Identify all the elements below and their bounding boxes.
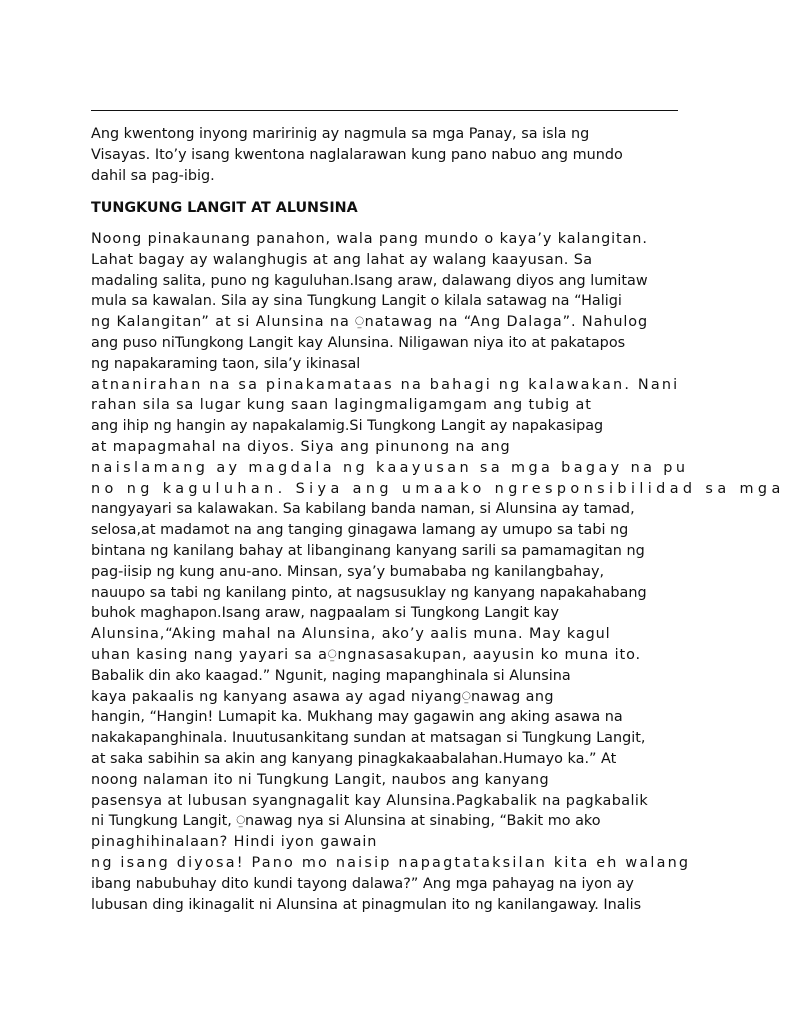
body-line: Babalik din ako kaagad.” Ngunit, naging mapanghinala si Alunsina [91, 667, 571, 684]
body-line: nangyayari sa kalawakan. Sa kabilang banda naman, si Alunsina ay tamad, [91, 501, 635, 518]
body-line: ang ihip ng hangin ay napakalamig.Si Tungkong Langit ay napakasipag [91, 418, 604, 435]
intro-line: Visayas. Ito’y isang kwentona naglalarawan kung pano nabuo ang mundo [91, 146, 623, 163]
intro-line: dahil sa pag-ibig. [91, 167, 215, 184]
body-line: ng napakaraming taon, sila’y ikinasal [91, 355, 361, 372]
body-line: no ng kaguluhan. Siya ang umaako ngresponsibilidad sa mga [91, 480, 785, 497]
body-line: selosa,at madamot na ang tanging ginagawa lamang ay umupo sa tabi ng [91, 522, 629, 539]
intro-paragraph [91, 124, 678, 186]
body-line: madaling salita, puno ng kaguluhan.Isang araw, dalawang diyos ang lumitaw [91, 272, 648, 289]
body-line: ng Kalangitan” at si Alunsina na ⍜natawag na “Ang Dalaga”. Nahulog [91, 314, 648, 331]
body-line: hangin, “Hangin! Lumapit ka. Mukhang may gagawin ang aking asawa na [91, 709, 623, 726]
body-line: at mapagmahal na diyos. Siya ang pinunong na ang [91, 438, 511, 455]
body-line: ang puso niTungkong Langit kay Alunsina. Niligawan niya ito at pakatapos [91, 334, 626, 351]
top-divider [91, 110, 678, 111]
body-line: nauupo sa tabi ng kanilang pinto, at nagsusuklay ng kanyang napakahabang [91, 584, 647, 601]
body-line: nakakapanghinala. Inuutusankitang sundan at matsagan si Tungkung Langit, [91, 730, 646, 747]
body-line: bintana ng kanilang bahay at libanginang kanyang sarili sa pamamagitan ng [91, 542, 645, 559]
body-line: ng isang diyosa! Pano mo naisip napagtataksilan kita eh walang [91, 854, 691, 871]
body-line: pag-iisip ng kung anu-ano. Minsan, sya’y bumababa ng kanilangbahay, [91, 563, 605, 580]
body-line: atnanirahan na sa pinakamataas na bahagi ng kalawakan. Nani [91, 376, 680, 393]
body-line: noong nalaman ito ni Tungkung Langit, naubos ang kanyang [91, 771, 549, 788]
story-title: TUNGKUNG LANGIT AT ALUNSINA [91, 200, 358, 216]
body-line: pinaghihinalaan? Hindi iyon gawain [91, 834, 378, 851]
intro-line: Ang kwentong inyong maririnig ay nagmula sa mga Panay, sa isla ng [91, 126, 590, 142]
body-line: lubusan ding ikinagalit ni Alunsina at pinagmulan ito ng kanilangaway. Inalis [91, 896, 642, 913]
document-page [91, 0, 785, 1024]
body-line: at saka sabihin sa akin ang kanyang pinagkakaabalahan.Humayo ka.” At [91, 750, 617, 767]
body-line: Alunsina,“Aking mahal na Alunsina, ako’y aalis muna. May kagul [91, 626, 611, 643]
body-line: mula sa kawalan. Sila ay sina Tungkung Langit o kilala satawag na “Haligi [91, 293, 622, 310]
body-line: kaya pakaalis ng kanyang asawa ay agad niyang⍜nawag ang [91, 688, 554, 705]
story-body [91, 229, 785, 915]
body-line: naislamang ay magdala ng kaayusan sa mga bagay na pu [91, 459, 689, 476]
body-line: buhok maghapon.Isang araw, nagpaalam si Tungkong Langit kay [91, 605, 559, 622]
body-line: pasensya at lubusan syangnagalit kay Alunsina.Pagkabalik na pagkabalik [91, 792, 649, 809]
body-line: uhan kasing nang yayari sa a⍜ngnasasakupan, aayusin ko muna ito. [91, 646, 641, 663]
body-line: ibang nabubuhay dito kundi tayong dalawa?” Ang mga pahayag na iyon ay [91, 875, 634, 892]
body-line: Lahat bagay ay walanghugis at ang lahat ay walang kaayusan. Sa [91, 251, 593, 268]
body-line: Noong pinakaunang panahon, wala pang mundo o kaya’y kalangitan. [91, 231, 648, 247]
body-line: rahan sila sa lugar kung saan lagingmaligamgam ang tubig at [91, 397, 592, 414]
body-line: ni Tungkung Langit, ⍜nawag nya si Alunsina at sinabing, “Bakit mo ako [91, 813, 601, 830]
